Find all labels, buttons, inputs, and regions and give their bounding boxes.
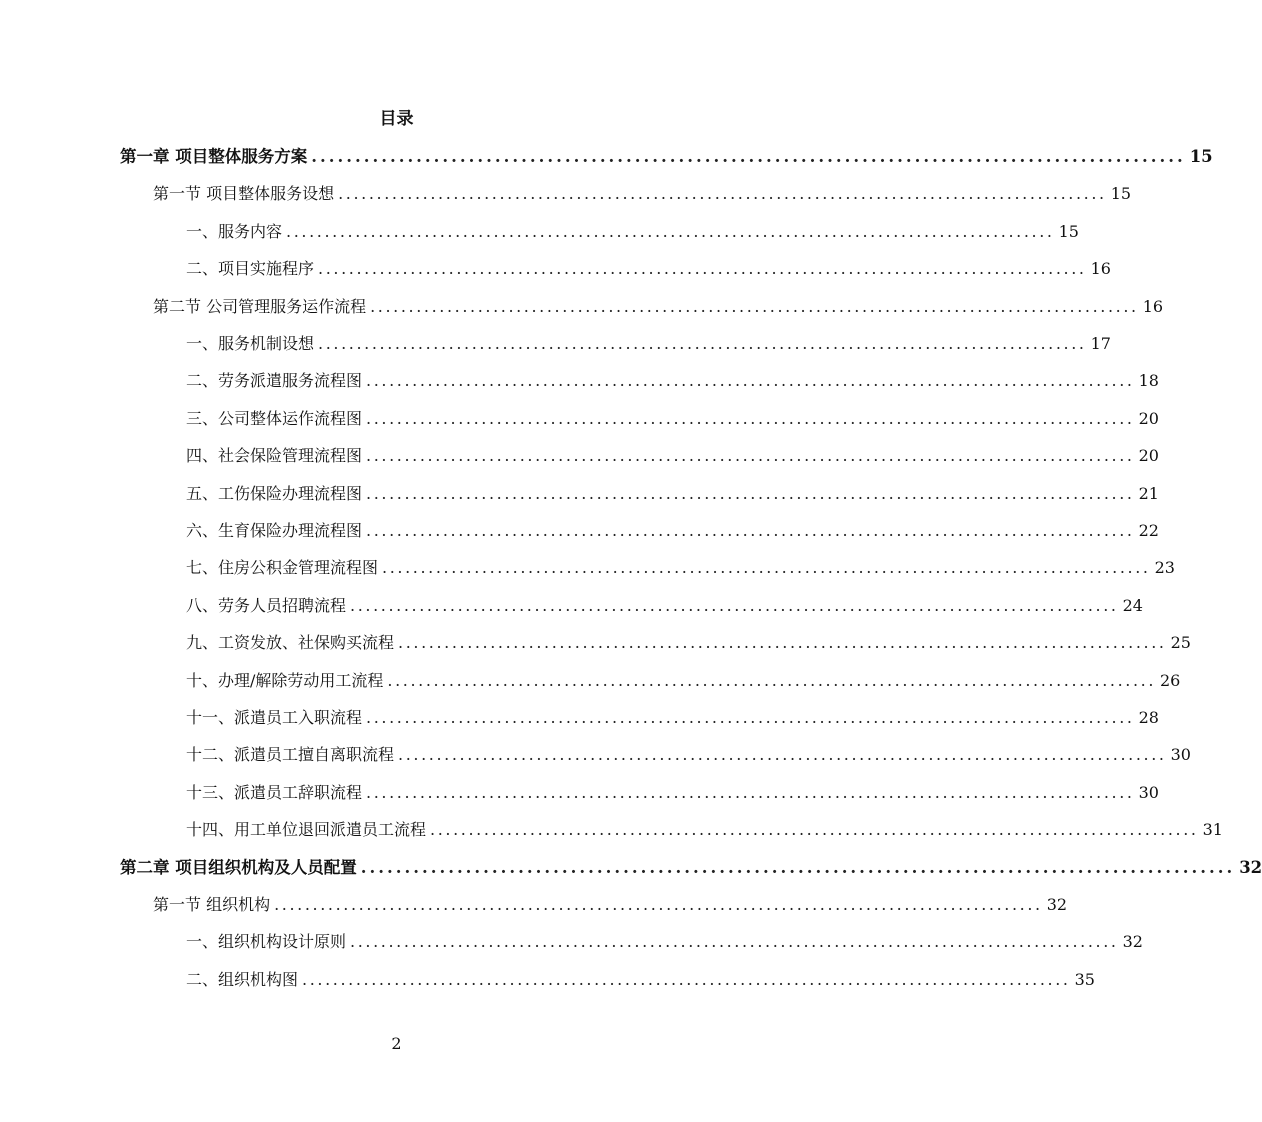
toc-entry-page: 32 xyxy=(1046,895,1068,914)
toc-entry-page: 35 xyxy=(1074,970,1095,989)
toc-item-entry[interactable] xyxy=(186,593,1143,619)
page-number: 2 xyxy=(391,1034,402,1053)
toc-item-entry[interactable] xyxy=(186,817,1223,843)
toc-entry-page: 23 xyxy=(1154,558,1175,577)
toc-leader-dots: .................................................................................................... xyxy=(382,558,1151,577)
toc-leader-dots: .................................................................................................... xyxy=(366,708,1135,727)
toc-leader-dots: .................................................................................................... xyxy=(366,521,1135,540)
toc-entry-label: 二、组织机构图 xyxy=(186,970,299,989)
toc-entry-label: 第二章 项目组织机构及人员配置 xyxy=(120,858,357,877)
toc-entry-page: 21 xyxy=(1138,484,1159,503)
toc-entry-label: 二、项目实施程序 xyxy=(186,259,315,278)
toc-leader-dots: .................................................................................................... xyxy=(318,334,1087,353)
toc-entry-page: 17 xyxy=(1090,334,1111,353)
toc-item-entry[interactable] xyxy=(186,742,1191,768)
toc-item-entry[interactable] xyxy=(186,929,1143,955)
toc-entry-page: 22 xyxy=(1138,521,1159,540)
toc-leader-dots: .................................................................................................... xyxy=(366,371,1135,390)
toc-leader-dots: .................................................................................................... xyxy=(387,671,1156,690)
toc-entry-label: 一、服务机制设想 xyxy=(186,334,315,353)
toc-entry-label: 三、公司整体运作流程图 xyxy=(186,409,363,428)
toc-item-entry[interactable] xyxy=(186,668,1181,694)
toc-section-entry[interactable] xyxy=(153,181,1132,207)
toc-entry-page: 18 xyxy=(1138,371,1159,390)
toc-item-entry[interactable] xyxy=(186,219,1079,245)
toc-entry-label: 十、办理/解除劳动用工流程 xyxy=(186,671,384,690)
toc-chapter-entry[interactable] xyxy=(120,855,1262,881)
toc-entry-page: 16 xyxy=(1090,259,1111,278)
toc-entry-page: 28 xyxy=(1138,708,1159,727)
toc-item-entry[interactable] xyxy=(186,780,1159,806)
toc-entry-page: 20 xyxy=(1138,409,1159,428)
toc-entry-label: 八、劳务人员招聘流程 xyxy=(186,596,347,615)
toc-entry-label: 七、住房公积金管理流程图 xyxy=(186,558,379,577)
toc-entry-page: 32 xyxy=(1122,932,1143,951)
toc-leader-dots: .................................................................................................... xyxy=(398,633,1167,652)
toc-entry-label: 一、服务内容 xyxy=(186,222,283,241)
toc-item-entry[interactable] xyxy=(186,368,1159,394)
toc-entry-page: 24 xyxy=(1122,596,1143,615)
toc-entry-label: 第一章 项目整体服务方案 xyxy=(120,147,308,166)
toc-leader-dots: .................................................................................................... xyxy=(366,783,1135,802)
toc-item-entry[interactable] xyxy=(186,443,1159,469)
toc-entry-label: 第一节 项目整体服务设想 xyxy=(153,184,335,203)
toc-leader-dots: .................................................................................................... xyxy=(311,147,1186,166)
toc-item-entry[interactable] xyxy=(186,256,1111,282)
toc-section-entry[interactable] xyxy=(153,294,1164,320)
toc-leader-dots: .................................................................................................... xyxy=(318,259,1087,278)
toc-item-entry[interactable] xyxy=(186,630,1191,656)
toc-entry-page: 16 xyxy=(1142,297,1164,316)
toc-entry-label: 一、组织机构设计原则 xyxy=(186,932,347,951)
toc-leader-dots: .................................................................................................... xyxy=(370,297,1139,316)
toc-title: 目录 xyxy=(379,109,414,129)
toc-entry-label: 九、工资发放、社保购买流程 xyxy=(186,633,395,652)
toc-leader-dots: .................................................................................................... xyxy=(398,745,1167,764)
toc-entry-page: 32 xyxy=(1239,858,1262,877)
toc-entry-page: 30 xyxy=(1138,783,1159,802)
toc-item-entry[interactable] xyxy=(186,481,1159,507)
toc-entry-page: 15 xyxy=(1189,147,1213,166)
toc-item-entry[interactable] xyxy=(186,705,1159,731)
toc-leader-dots: .................................................................................................... xyxy=(286,222,1055,241)
toc-leader-dots: .................................................................................................... xyxy=(366,484,1135,503)
toc-leader-dots: .................................................................................................... xyxy=(338,184,1107,203)
toc-entry-label: 六、生育保险办理流程图 xyxy=(186,521,363,540)
toc-entry-label: 十三、派遣员工辞职流程 xyxy=(186,783,363,802)
toc-entry-label: 第一节 组织机构 xyxy=(153,895,271,914)
toc-chapter-entry[interactable] xyxy=(120,144,1213,170)
toc-entry-label: 四、社会保险管理流程图 xyxy=(186,446,363,465)
toc-entry-label: 五、工伤保险办理流程图 xyxy=(186,484,363,503)
toc-entry-page: 30 xyxy=(1170,745,1191,764)
toc-leader-dots: .................................................................................................... xyxy=(430,820,1199,839)
toc-entry-label: 二、劳务派遣服务流程图 xyxy=(186,371,363,390)
toc-entry-label: 十二、派遣员工擅自离职流程 xyxy=(186,745,395,764)
toc-item-entry[interactable] xyxy=(186,967,1095,993)
toc-entry-page: 26 xyxy=(1160,671,1181,690)
toc-entry-page: 15 xyxy=(1110,184,1132,203)
toc-entry-label: 第二节 公司管理服务运作流程 xyxy=(153,297,367,316)
toc-entry-page: 25 xyxy=(1170,633,1191,652)
toc-leader-dots: .................................................................................................... xyxy=(302,970,1071,989)
toc-leader-dots: .................................................................................................... xyxy=(366,409,1135,428)
toc-leader-dots: .................................................................................................... xyxy=(366,446,1135,465)
toc-item-entry[interactable] xyxy=(186,518,1159,544)
toc-leader-dots: .................................................................................................... xyxy=(350,596,1119,615)
toc-entry-label: 十一、派遣员工入职流程 xyxy=(186,708,363,727)
toc-entry-label: 十四、用工单位退回派遣员工流程 xyxy=(186,820,427,839)
toc-item-entry[interactable] xyxy=(186,331,1111,357)
toc-leader-dots: .................................................................................................... xyxy=(350,932,1119,951)
toc-entry-page: 20 xyxy=(1138,446,1159,465)
toc-item-entry[interactable] xyxy=(186,406,1159,432)
toc-item-entry[interactable] xyxy=(186,555,1175,581)
toc-leader-dots: .................................................................................................... xyxy=(274,895,1043,914)
toc-section-entry[interactable] xyxy=(153,892,1068,918)
toc-leader-dots: .................................................................................................... xyxy=(360,858,1236,877)
toc-entry-page: 31 xyxy=(1202,820,1223,839)
toc-entry-page: 15 xyxy=(1058,222,1079,241)
